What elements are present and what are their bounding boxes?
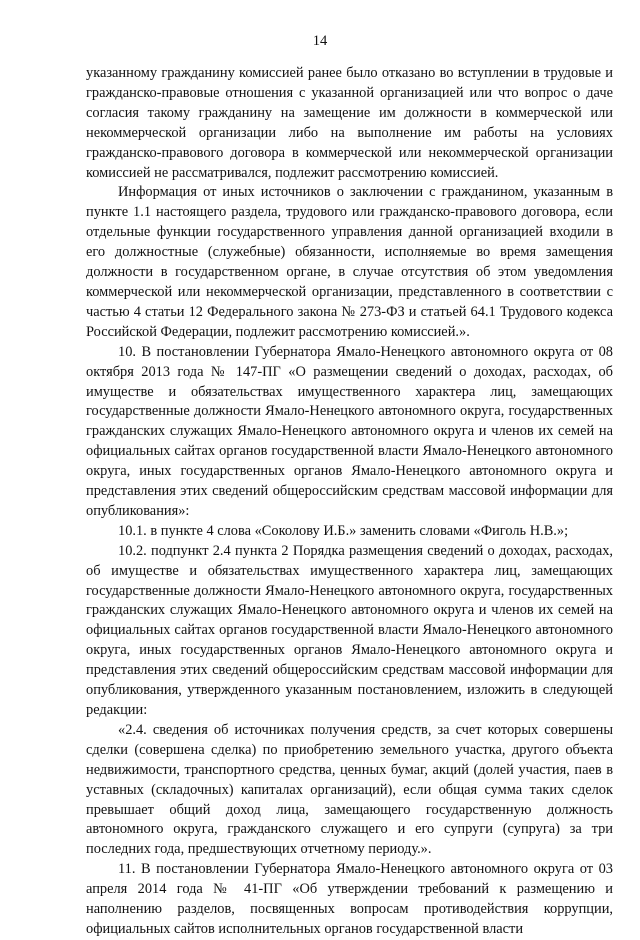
paragraph-continuation: указанному гражданину комиссией ранее было отказано во вступлении в трудовые и гражданско-правовые отношения с указанной организацией или что вопрос о даче согласия такому гражданину на замещение им должности в коммерческой или некоммерческой организации либо на выполнение им работы на условиях гражданско-правового договора в коммерческой или некоммерческой организации комиссией не рассматривался, подлежит рассмотрению комиссией. — [86, 65, 613, 181]
paragraph-item-10-1: 10.1. в пункте 4 слова «Соколову И.Б.» заменить словами «Фиголь Н.В.»; — [118, 522, 569, 539]
paragraph-information-sources: Информация от иных источников о заключении с гражданином, указанным в пункте 1.1 настоящего раздела, трудового или гражданско-правового договора, если отдельные функции государственного управления данной организацией входили в его должностные (служебные) обязанности, исполняемые во время замещения должности в государственном органе, в случае отсутствия об этом уведомления коммерческой или некоммерческой организации, представленного в соответствии с частью 4 статьи 12 Федерального закона № 273-ФЗ и статьей 64.1 Трудового кодекса Российской Федерации, подлежит рассмотрению комиссией.». — [86, 184, 613, 340]
paragraph-item-11: 11. В постановлении Губернатора Ямало-Ненецкого автономного округа от 03 апреля 2014 года № 41-ПГ «Об утверждении требований к размещению и наполнению разделов, посвященных вопросам противодействия коррупции, официальных сайтов исполнительных органов государственной власти — [86, 861, 613, 937]
paragraph-item-10-2: 10.2. подпункт 2.4 пункта 2 Порядка размещения сведений о доходах, расходах, об имуществе и обязательствах имущественного характера лиц, замещающих государственные должности Ямало-Ненецкого автономного округа, государственных гражданских служащих Ямало-Ненецкого автономного округа и членов их семей на официальных сайтах органов государственной власти Ямало-Ненецкого автономного округа, иных государственных органов Ямало-Ненецкого автономного округа и представления этих сведений общероссийским средствам массовой информации для опубликования, утвержденного указанным постановлением, изложить в следующей редакции: — [86, 542, 613, 718]
page-number: 14 — [312, 33, 328, 49]
paragraph-quoted-2-4: «2.4. сведения об источниках получения средств, за счет которых совершены сделки (совершена сделка) по приобретению земельного участка, другого объекта недвижимости, транспортного средства, ценных бумаг, акций (долей участия, паев в уставных (складочных) капиталах организаций), если общая сумма таких сделок превышает общий доход лица, замещающего государственную должность автономного округа, гражданского служащего и его супруги (супруга) за три последних года, предшествующих отчетному периоду.». — [86, 721, 613, 858]
paragraph-item-10: 10. В постановлении Губернатора Ямало-Ненецкого автономного округа от 08 октября 2013 года № 147-ПГ «О размещении сведений о доходах, расходах, об имуществе и обязательствах имущественного характера лиц, замещающих государственные должности Ямало-Ненецкого автономного округа, государственных гражданских служащих Ямало-Ненецкого автономного округа и членов их семей на официальных сайтах органов государственной власти Ямало-Ненецкого автономного округа, иных государственных органов Ямало-Ненецкого автономного округа и представления этих сведений общероссийским средствам массовой информации для опубликования»: — [86, 343, 613, 519]
document-body — [86, 64, 613, 940]
